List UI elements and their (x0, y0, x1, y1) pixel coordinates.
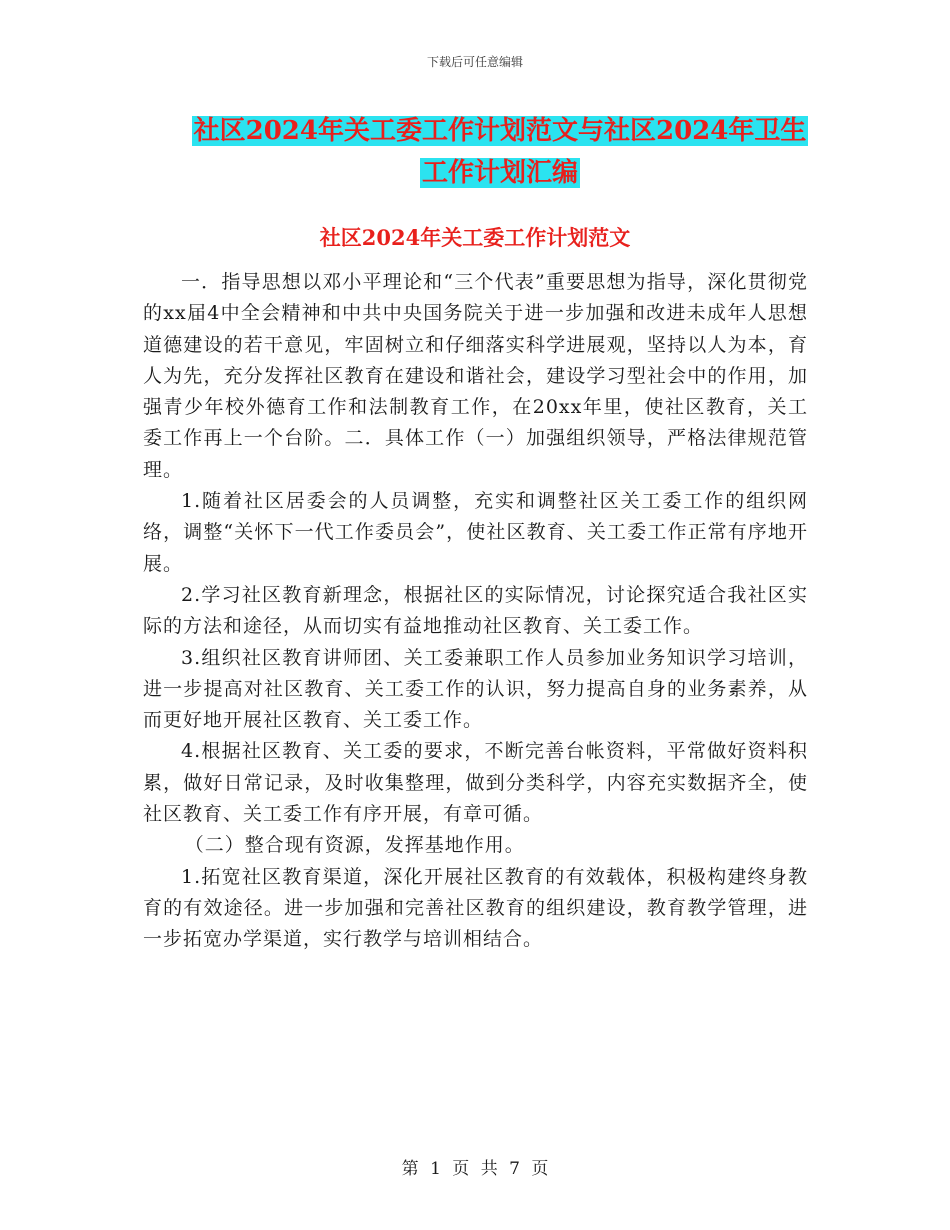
paragraph: 1.随着社区居委会的人员调整，充实和调整社区关工委工作的组织网络，调整“关怀下一代工作委员会”，使社区教育、关工委工作正常有序地开展。 (143, 490, 808, 575)
header-note: 下载后可任意编辑 (426, 55, 523, 69)
paragraph: 一．指导思想以邓小平理论和“三个代表”重要思想为指导，深化贯彻党的xx届4中全会精神和中共中央国务院关于进一步加强和改进未成年人思想道德建设的若干意见，牢固树立和仔细落实科学进展观，坚持以人为本，育人为先，充分发挥社区教育在建设和谐社会，建设学习型社会中的作用，加强青少年校外德育工作和法制教育工作，在20xx年里，使社区教育，关工委工作再上一个台阶。二．具体工作（一）加强组织领导，严格法律规范管理。 (143, 271, 808, 481)
document-body (143, 267, 808, 956)
paragraph: 1.拓宽社区教育渠道，深化开展社区教育的有效载体，积极构建终身教育的有效途径。进一步加强和完善社区教育的组织建设，教育教学管理，进一步拓宽办学渠道，实行教学与培训相结合。 (143, 865, 808, 951)
paragraph: （二）整合现有资源，发挥基地作用。 (184, 834, 525, 857)
paragraph: 3.组织社区教育讲师团、关工委兼职工作人员参加业务知识学习培训，进一步提高对社区教育、关工委工作的认识，努力提高自身的业务素养，从而更好地开展社区教育、关工委工作。 (143, 646, 808, 732)
document-title-line-1: 社区2024年关工委工作计划范文与社区2024年卫生 (193, 116, 807, 146)
paragraph: 4.根据社区教育、关工委的要求，不断完善台帐资料，平常做好资料积累，做好日常记录，及时收集整理，做到分类科学，内容充实数据齐全，使社区教育、关工委工作有序开展，有章可循。 (143, 740, 808, 826)
section-title: 社区2024年关工委工作计划范文 (319, 225, 631, 250)
paragraph: 2.学习社区教育新理念，根据社区的实际情况，讨论探究适合我社区实际的方法和途径，从而切实有益地推动社区教育、关工委工作。 (143, 583, 808, 638)
document-title-line-2: 工作计划汇编 (421, 158, 578, 188)
page-number-footer: 第 1 页 共 7 页 (401, 1159, 549, 1179)
document-title (140, 110, 860, 194)
